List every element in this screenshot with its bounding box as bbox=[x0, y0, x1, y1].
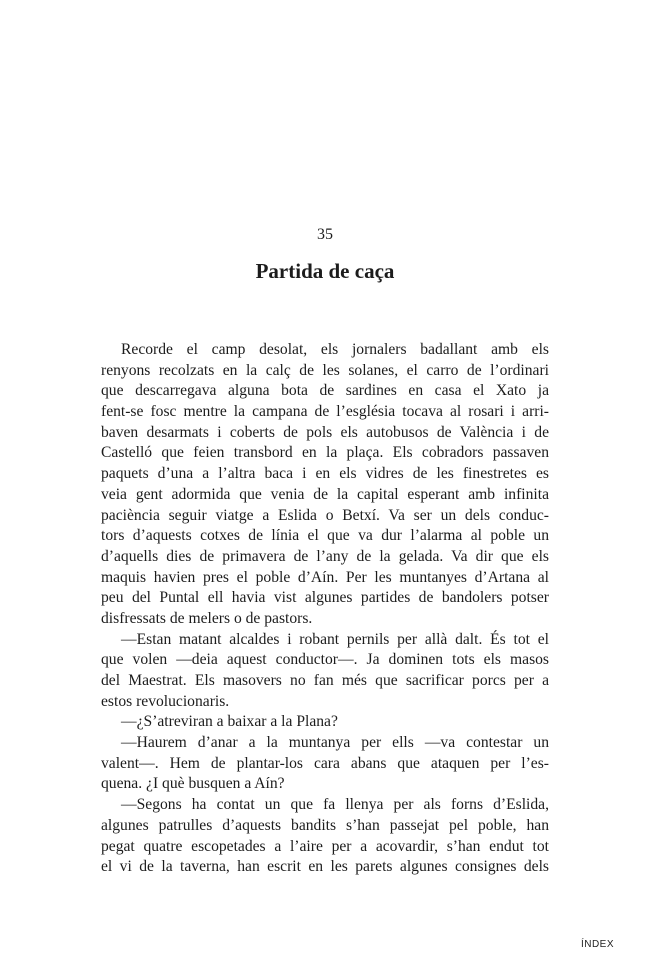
text-line: renyons recolzats en la calç de les solanes, el carro de l’ordinari bbox=[101, 361, 549, 379]
chapter-title: Partida de caça bbox=[255, 259, 395, 283]
text-line: baven desarmats i coberts de pols els autobusos de València i de bbox=[101, 423, 549, 441]
text-line: que volen —deia aquest conductor—. Ja dominen tots els masos bbox=[101, 651, 549, 669]
text-line: maquis havien pres el poble d’Aín. Per les muntanyes d’Artana al bbox=[101, 568, 549, 586]
text-line: —Estan matant alcaldes i robant pernils per allà dalt. És tot el bbox=[121, 630, 549, 648]
text-line: quena. ¿I què busquen a Aín? bbox=[101, 775, 285, 793]
text-line: pegat quatre escopetades a l’aire per a acovardir, s’han endut tot bbox=[101, 837, 549, 855]
chapter-number: 35 bbox=[317, 226, 333, 243]
text-line: —¿S’atreviran a baixar a la Plana? bbox=[121, 713, 338, 731]
text-line: fent-se fosc mentre la campana de l’església tocava al rosari i arri- bbox=[101, 403, 549, 421]
text-line: estos revolucionaris. bbox=[101, 692, 230, 710]
text-line: Recorde el camp desolat, els jornalers badallant amb els bbox=[121, 341, 549, 358]
text-line: d’aquells dies de primavera de l’any de la gelada. Va dir que els bbox=[101, 547, 549, 565]
text-line: tors d’aquests cotxes de línia el que va dur l’alarma al poble un bbox=[101, 527, 549, 545]
text-line: —Haurem d’anar a la muntanya per ells —va contestar un bbox=[121, 734, 549, 752]
text-line: veia gent adormida que venia de la capital esperant amb infinita bbox=[101, 485, 549, 503]
text-line: disfressats de melers o de pastors. bbox=[101, 609, 313, 627]
text-line: paquets d’una a l’altra baca i en els vidres de les finestretes es bbox=[101, 465, 549, 483]
text-line: del Maestrat. Els masovers no fan més que sacrificar porcs per a bbox=[101, 672, 549, 689]
text-line: paciència seguir viatge a Eslida o Betxí. Va ser un dels conduc- bbox=[101, 506, 549, 524]
text-line: Castelló que feien transbord en la plaça. Els cobradors passaven bbox=[101, 444, 549, 462]
body-text bbox=[101, 340, 549, 878]
text-line: que descarregava alguna bota de sardines en casa el Xato ja bbox=[101, 382, 549, 400]
text-line: valent—. Hem de plantar-los cara abans que ataquen per l’es- bbox=[101, 754, 549, 772]
text-line: peu del Puntal ell havia vist algunes partides de bandolers potser bbox=[101, 589, 549, 607]
text-line: el vi de la taverna, han escrit en les parets algunes consignes dels bbox=[101, 858, 549, 876]
text-line: —Segons ha contat un que fa llenya per als forns d’Eslida, bbox=[121, 796, 549, 814]
index-link[interactable]: ÍNDEX bbox=[580, 939, 614, 950]
text-line: algunes patrulles d’aquests bandits s’han passejat pel poble, han bbox=[101, 816, 549, 834]
